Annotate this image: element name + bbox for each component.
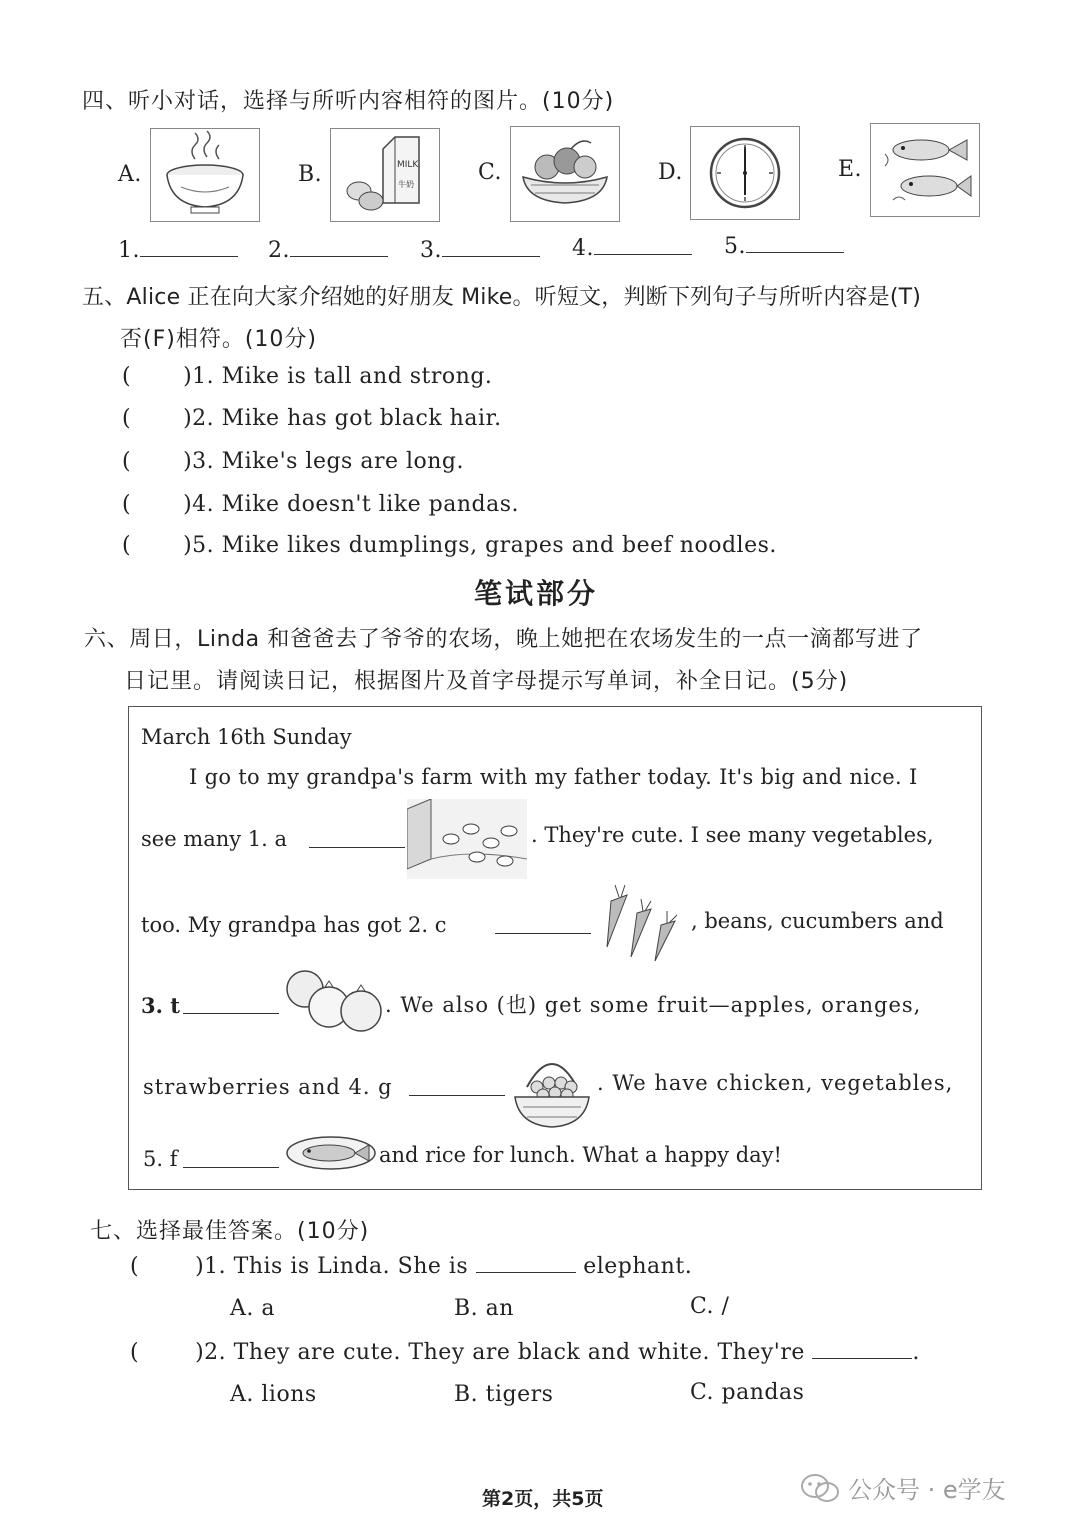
answer-3[interactable]	[420, 238, 540, 263]
option-c-picture	[510, 126, 620, 222]
written-part-title: 笔试部分	[474, 577, 599, 610]
diary-blank-3-label: 3. t	[141, 993, 180, 1018]
page-number: 第2页，共5页	[482, 1488, 604, 1510]
mc-q2-stem-end: .	[912, 1340, 920, 1365]
tf-paren: (	[122, 492, 132, 517]
milk-label: MILK	[397, 160, 419, 170]
answer-4-blank[interactable]	[594, 254, 692, 255]
mc-question-2[interactable]	[130, 1340, 920, 1365]
tf-item-4[interactable]	[122, 492, 519, 517]
tf-paren: (	[122, 364, 132, 389]
option-e-letter: E.	[838, 157, 863, 182]
answer-5-label: 5.	[724, 234, 746, 259]
mc-q2-option-a[interactable]: A. lions	[230, 1382, 317, 1407]
diary-blank-3[interactable]	[183, 1013, 279, 1014]
watermark-text: 公众号 · e学友	[848, 1476, 1006, 1504]
mc-q2-option-c[interactable]: C. pandas	[690, 1380, 805, 1405]
mc-question-1[interactable]	[130, 1254, 692, 1279]
tf-item-1[interactable]	[122, 364, 492, 389]
tf-paren: (	[122, 449, 132, 474]
answer-3-label: 3.	[420, 238, 442, 263]
diary-blank-2-label: too. My grandpa has got 2. c	[141, 913, 447, 937]
answer-4-label: 4.	[572, 236, 594, 261]
answer-5-blank[interactable]	[746, 252, 844, 253]
diary-line-1: I go to my grandpa's farm with my father today. It's big and nice. I	[189, 765, 918, 789]
section6-heading-line1: 六、周日，Linda 和爸爸去了爷爷的农场，晚上她把在农场发生的一点一滴都写进了	[84, 627, 923, 652]
fruit-basket-icon	[511, 127, 619, 221]
mc-q2-blank[interactable]	[812, 1358, 912, 1359]
fish-dish-icon	[277, 1131, 377, 1175]
tf-item-3[interactable]	[122, 449, 464, 474]
tf-item-text: )4. Mike doesn't like pandas.	[183, 492, 520, 517]
option-d-letter: D.	[658, 160, 683, 185]
mc-q1-option-a[interactable]: A. a	[230, 1296, 275, 1321]
option-c-letter: C.	[478, 160, 503, 185]
option-e-picture	[870, 123, 980, 217]
answer-2[interactable]	[268, 238, 388, 263]
option-b-picture	[330, 128, 440, 222]
section7-heading: 七、选择最佳答案。(10分)	[90, 1219, 370, 1244]
mc-q1-option-b[interactable]: B. an	[454, 1296, 514, 1321]
milk-cn-label: 牛奶	[398, 180, 414, 189]
carrots-icon	[593, 883, 689, 963]
mc-q1-blank[interactable]	[476, 1272, 576, 1273]
watermark	[800, 1470, 1006, 1505]
answer-5[interactable]	[724, 234, 844, 259]
diary-blank-2[interactable]	[495, 933, 591, 934]
grapes-basket-icon	[509, 1039, 595, 1131]
option-a-picture	[150, 128, 260, 222]
answer-4[interactable]	[572, 236, 692, 261]
clock-icon	[691, 127, 799, 219]
tomatoes-icon	[281, 965, 385, 1035]
diary-line-4-end: . We also (也) get some fruit—apples, oranges,	[385, 993, 922, 1017]
tf-item-text: )5. Mike likes dumplings, grapes and beef noodles.	[183, 533, 777, 558]
mc-q2-option-b[interactable]: B. tigers	[454, 1382, 554, 1407]
diary-blank-1[interactable]	[309, 847, 405, 848]
diary-blank-4[interactable]	[409, 1095, 505, 1096]
option-a-letter: A.	[118, 162, 142, 187]
tf-paren: (	[122, 533, 132, 558]
milk-eggs-icon	[331, 129, 439, 221]
mc-paren: (	[130, 1340, 140, 1365]
option-b-letter: B.	[298, 162, 323, 187]
mc-q1-stem: )1. This is Linda. She is	[195, 1254, 469, 1279]
rice-bowl-icon	[151, 129, 259, 221]
answer-2-blank[interactable]	[290, 256, 388, 257]
answer-1[interactable]	[118, 238, 238, 263]
mc-q1-option-c[interactable]: C. /	[690, 1294, 730, 1319]
tf-item-5[interactable]	[122, 533, 777, 558]
fish-icon	[871, 124, 979, 216]
tf-item-text: )3. Mike's legs are long.	[183, 449, 464, 474]
section4-heading: 四、听小对话，选择与所听内容相符的图片。(10分)	[82, 89, 615, 114]
diary-date: March 16th Sunday	[141, 725, 352, 749]
tf-item-text: )2. Mike has got black hair.	[183, 406, 502, 431]
diary-line-6-end: and rice for lunch. What a happy day!	[379, 1143, 782, 1167]
diary-blank-1-label: see many 1. a	[141, 827, 288, 851]
diary-blank-5[interactable]	[183, 1167, 279, 1168]
tf-item-text: )1. Mike is tall and strong.	[183, 364, 493, 389]
diary-line-3-end: , beans, cucumbers and	[691, 909, 944, 933]
sheep-farm-icon	[407, 799, 527, 879]
answer-3-blank[interactable]	[442, 256, 540, 257]
tf-item-2[interactable]	[122, 406, 502, 431]
mc-q2-stem: )2. They are cute. They are black and white. They're	[195, 1340, 805, 1365]
tf-paren: (	[122, 406, 132, 431]
wechat-icon	[800, 1473, 840, 1503]
answer-1-label: 1.	[118, 238, 140, 263]
section6-heading-line2: 日记里。请阅读日记，根据图片及首字母提示写单词，补全日记。(5分)	[124, 669, 849, 694]
mc-paren: (	[130, 1254, 140, 1279]
diary-blank-4-label: strawberries and 4. g	[143, 1075, 393, 1099]
diary-line-5-end: . We have chicken, vegetables,	[597, 1071, 954, 1095]
diary-box	[128, 706, 982, 1190]
option-d-picture	[690, 126, 800, 220]
answer-2-label: 2.	[268, 238, 290, 263]
section5-heading-line1: 五、Alice 正在向大家介绍她的好朋友 Mike。听短文，判断下列句子与所听内容是(T)	[82, 285, 922, 310]
diary-line-2-end: . They're cute. I see many vegetables,	[531, 823, 934, 847]
mc-q1-stem-end: elephant.	[583, 1254, 693, 1279]
section5-heading-line2: 否(F)相符。(10分)	[120, 327, 317, 352]
diary-blank-5-label: 5. f	[143, 1147, 178, 1171]
answer-1-blank[interactable]	[140, 256, 238, 257]
